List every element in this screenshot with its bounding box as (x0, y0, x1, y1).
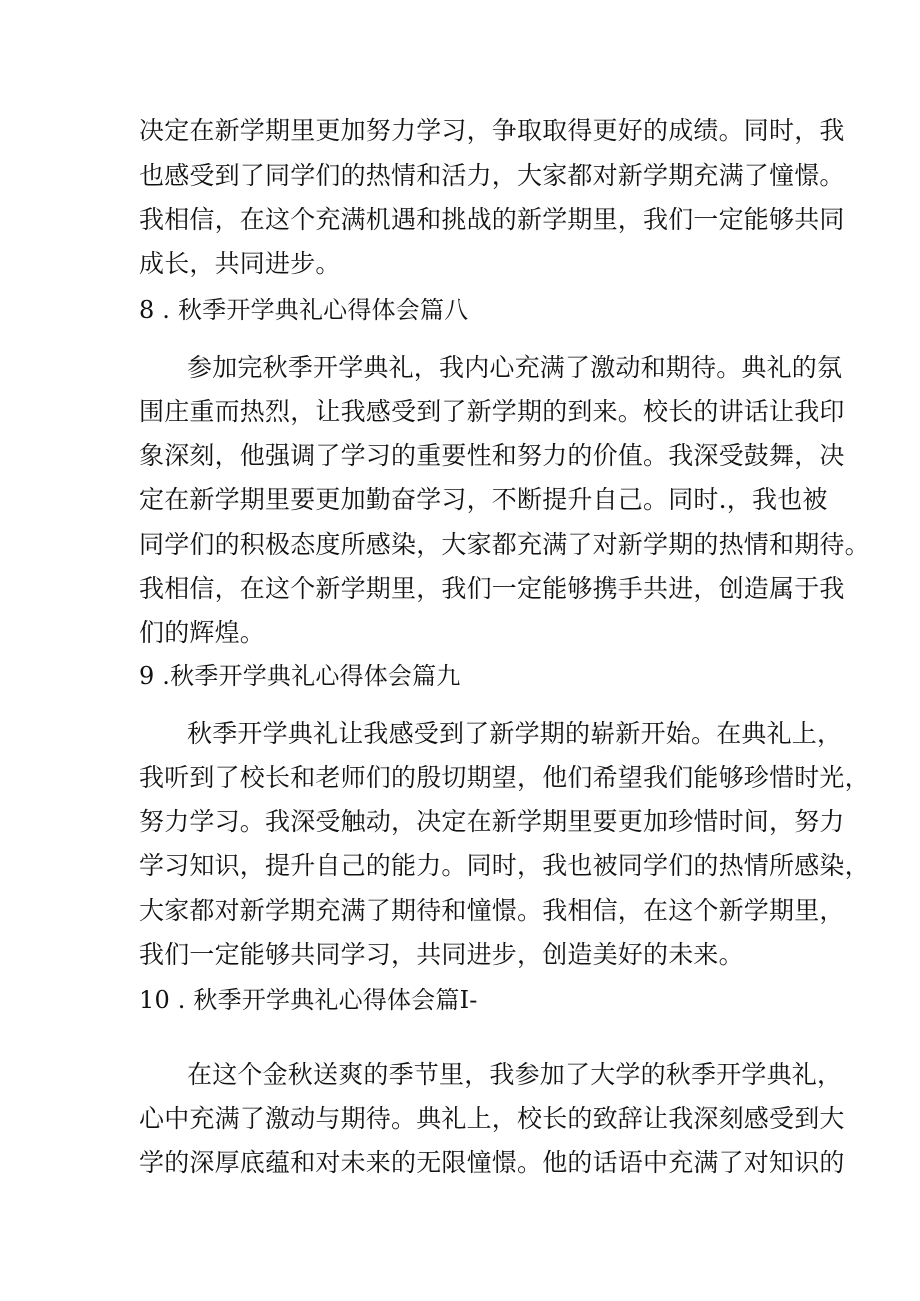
paragraph-line: 决定在新学期里更加努力学习，争取取得更好的成绩。同时，我 (139, 116, 845, 145)
paragraph-line: 成长，共同进步。 (139, 249, 341, 278)
paragraph-line: 在这个金秋送爽的季节里，我参加了大学的秋季开学典礼， (187, 1060, 843, 1089)
paragraph-line: 我听到了校长和老师们的殷切期望，他们希望我们能够珍惜时光， (139, 763, 870, 792)
paragraph-line: 象深刻，他强调了学习的重要性和努力的价值。我深受鼓舞，决 (139, 441, 845, 470)
section-heading-10: 10 . 秋季开学典礼心得体会篇I- (139, 986, 478, 1014)
section-heading-9: 9 .秋季开学典礼心得体会篇九 (139, 662, 461, 690)
paragraph-line: 学的深厚底蕴和对未来的无限憧憬。他的话语中充满了对知识的 (139, 1148, 845, 1177)
paragraph-line: 定在新学期里要更加勤奋学习，不断提升自己。同时.，我也被 (139, 485, 828, 514)
paragraph-line: 围庄重而热烈，让我感受到了新学期的到来。校长的讲话让我印 (139, 397, 845, 426)
paragraph-line: 学习知识，提升自己的能力。同时，我也被同学们的热情所感染， (139, 851, 870, 880)
paragraph-line: 也感受到了同学们的热情和活力，大家都对新学期充满了憧憬。 (139, 161, 845, 190)
paragraph-line: 我们一定能够共同学习，共同进步，创造美好的未来。 (139, 940, 744, 969)
paragraph-line: 秋季开学典礼让我感受到了新学期的崭新开始。在典礼上， (187, 719, 843, 748)
paragraph-line: 大家都对新学期充满了期待和憧憬。我相信，在这个新学期里， (139, 896, 845, 925)
paragraph-line: 们的辉煌。 (139, 618, 266, 647)
paragraph-line: 同学们的积极态度所感染，大家都充满了对新学期的热情和期待。 (139, 530, 870, 559)
paragraph-line: 心中充满了激动与期待。典礼上，校长的致辞让我深刻感受到大 (139, 1104, 845, 1133)
paragraph-line: 我相信，在这个充满机遇和挑战的新学期里，我们一定能够共同 (139, 205, 845, 234)
paragraph-line: 我相信，在这个新学期里，我们一定能够携手共进，创造属于我 (139, 574, 845, 603)
section-heading-8: 8 . 秋季开学典礼心得体会篇八 (139, 296, 469, 324)
paragraph-line: 参加完秋季开学典礼，我内心充满了激动和期待。典礼的氛 (187, 353, 843, 382)
paragraph-line: 努力学习。我深受触动，决定在新学期里要更加珍惜时间，努力 (139, 807, 845, 836)
